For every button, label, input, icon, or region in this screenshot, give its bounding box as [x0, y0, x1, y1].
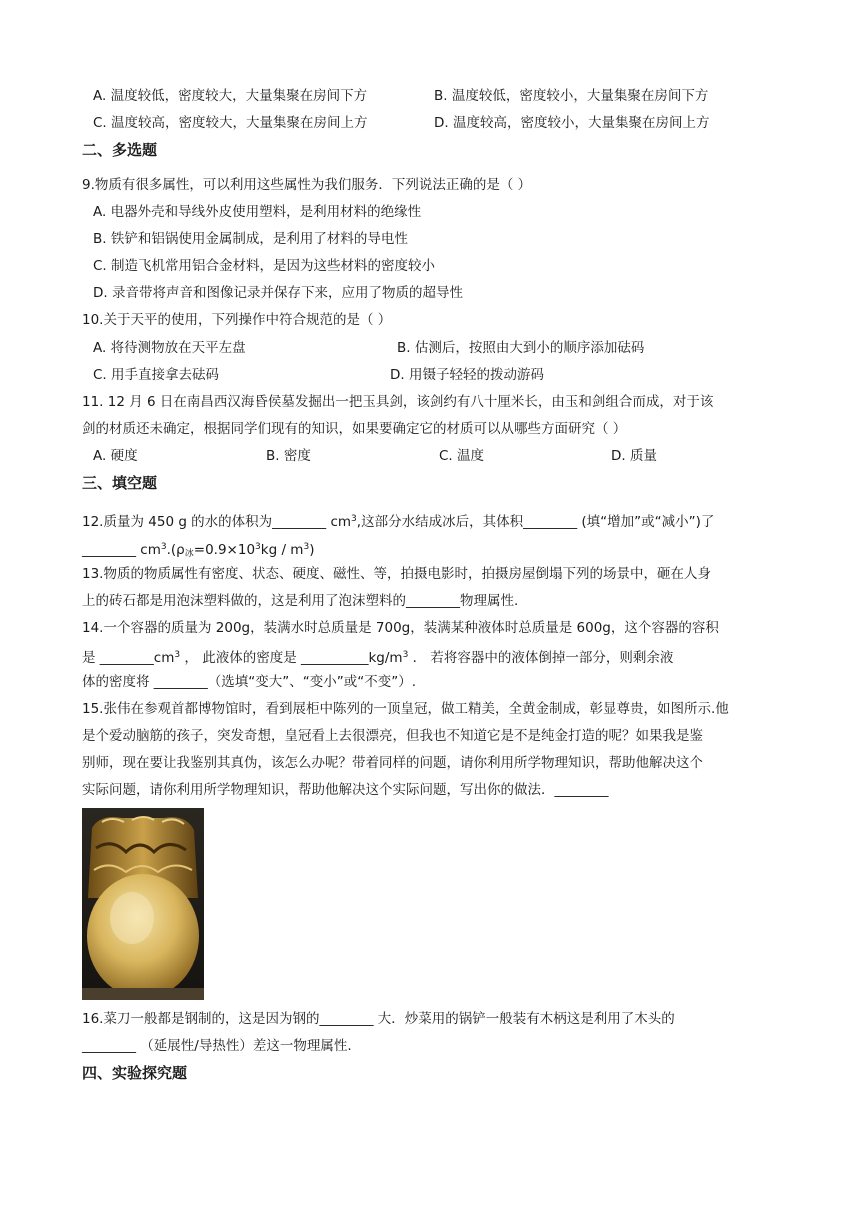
q8-option-c: C. 温度较高，密度较大，大量集聚在房间上方	[93, 115, 368, 131]
q14-text-c: ． 若将容器中的液体倒掉一部分，则剩余液	[408, 650, 674, 666]
q15-line3: 别师，现在要让我鉴别其真伪，该怎么办呢？带着同样的问题，请你利用所学物理知识，帮助他解决这个	[82, 755, 703, 771]
q12-text-e: =0.9×10	[193, 542, 256, 558]
q15-line2: 是个爱动脑筋的孩子，突发奇想，皇冠看上去很漂亮，但我也不知道它是不是纯金打造的呢？如果我是鉴	[82, 728, 703, 744]
q8-option-a: A. 温度较低，密度较大，大量集聚在房间下方	[93, 88, 368, 104]
q12-text-g: )	[309, 542, 315, 558]
q11-option-c: C. 温度	[439, 448, 485, 464]
q9-option-d: D. 录音带将声音和图像记录并保存下来，应用了物质的超导性	[93, 285, 463, 301]
q11-stem-line2: 剑的材质还未确定，根据同学们现有的知识，如果要确定它的材质可以从哪些方面研究（ ）	[82, 421, 627, 437]
q9-option-a: A. 电器外壳和导线外皮使用塑料，是利用材料的绝缘性	[93, 204, 422, 220]
section-heading-multiple-choice: 二、多选题	[82, 141, 158, 159]
q8-option-b: B. 温度较低，密度较小，大量集聚在房间下方	[434, 88, 709, 104]
q14-line1: 14.一个容器的质量为 200g，装满水时总质量是 700g，装满某种液体时总质量是 600g，这个容器的容积	[82, 620, 719, 636]
q14-line3: 体的密度将 ________（选填“变大”、“变小”或“不变”）.	[82, 674, 417, 690]
q12-line2	[82, 537, 314, 564]
q12-text-b: ,这部分水结成冰后，其体积________ (填“增加”或“减小”)了	[356, 514, 715, 530]
q8-option-d: D. 温度较高，密度较小，大量集聚在房间上方	[434, 115, 710, 131]
q15-line4: 实际问题，请你利用所学物理知识，帮助他解决这个实际问题，写出你的做法．________	[82, 782, 609, 798]
q12-sub-ice: 冰	[184, 549, 194, 559]
q14-sup-a: 3	[174, 650, 181, 660]
q12-line1	[82, 509, 714, 532]
q14-text-a: 是 ________cm	[82, 650, 175, 666]
section-heading-fill-in: 三、填空题	[82, 474, 158, 492]
q14-line2	[82, 645, 673, 668]
q9-stem: 9.物质有很多属性，可以利用这些属性为我们服务．下列说法正确的是（ ）	[82, 177, 532, 193]
golden-crown-photo	[82, 808, 204, 1000]
q11-option-a: A. 硬度	[93, 448, 138, 464]
crown-illustration	[82, 808, 204, 1000]
q14-sup-b: 3	[402, 650, 409, 660]
q16-line2: ________ （延展性/导热性）差这一物理属性.	[82, 1038, 352, 1054]
q10-option-d: D. 用镊子轻轻的拨动游码	[390, 367, 544, 383]
q16-line1: 16.菜刀一般都是钢制的，这是因为钢的________ 大．炒菜用的锅铲一般装有木柄这是利用了木头的	[82, 1011, 675, 1027]
q11-stem-line1: 11. 12 月 6 日在南昌西汉海昏侯墓发掘出一把玉具剑，该剑约有八十厘米长，由玉和剑组合而成，对于该	[82, 394, 714, 410]
q12-text-f: kg / m	[260, 542, 304, 558]
q12-sup-c: 3	[255, 542, 261, 552]
q12-text-c: ________ cm	[82, 542, 161, 558]
q11-option-d: D. 质量	[611, 448, 657, 464]
q12-sup-b: 3	[160, 542, 167, 552]
q15-line1: 15.张伟在参观首都博物馆时，看到展柜中陈列的一顶皇冠，做工精美，全黄金制成，彰显尊贵，如图所示.他	[82, 701, 729, 717]
q12-text-a: 12.质量为 450 g 的水的体积为________ cm	[82, 514, 352, 530]
q12-sup-a: 3	[351, 514, 357, 524]
q10-stem: 10.关于天平的使用，下列操作中符合规范的是（ ）	[82, 312, 392, 328]
q13-line2: 上的砖石都是用泡沫塑料做的，这是利用了泡沫塑料的________物理属性.	[82, 593, 519, 609]
q13-line1: 13.物质的物质属性有密度、状态、硬度、磁性、等，拍摄电影时，拍摄房屋倒塌下列的场景中，砸在人身	[82, 566, 711, 582]
q11-option-b: B. 密度	[266, 448, 311, 464]
section-heading-experiment: 四、实验探究题	[82, 1064, 188, 1082]
q12-text-d: .(ρ	[166, 542, 185, 558]
q12-sup-d: 3	[303, 542, 310, 552]
q10-option-a: A. 将待测物放在天平左盘	[93, 340, 246, 356]
q9-option-b: B. 铁铲和铝锅使用金属制成，是利用了材料的导电性	[93, 231, 408, 247]
q14-text-b: ， 此液体的密度是 __________kg/m	[180, 650, 403, 666]
q9-option-c: C. 制造飞机常用铝合金材料，是因为这些材料的密度较小	[93, 258, 436, 274]
q10-option-b: B. 估测后，按照由大到小的顺序添加砝码	[397, 340, 645, 356]
q10-option-c: C. 用手直接拿去砝码	[93, 367, 220, 383]
